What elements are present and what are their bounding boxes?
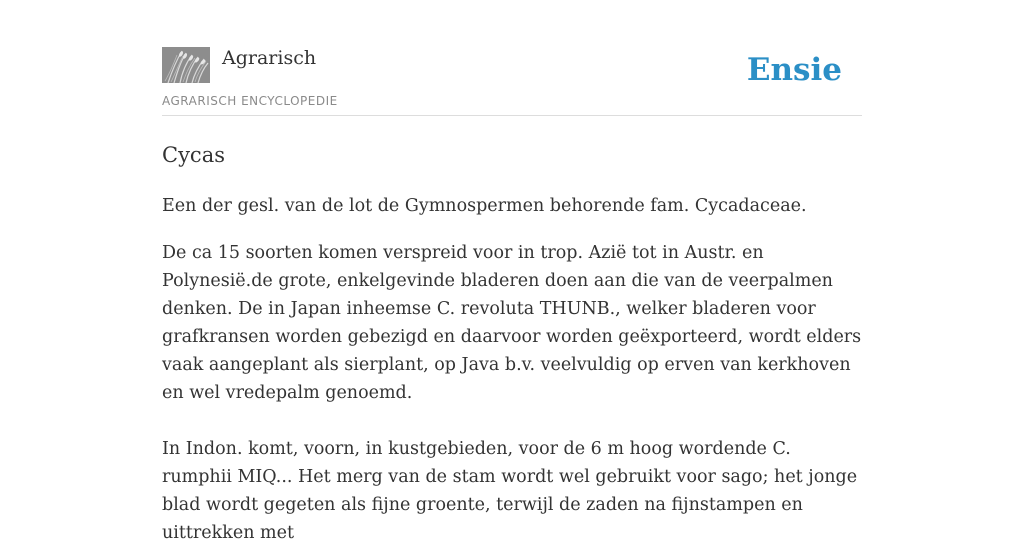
article-title: Cycas xyxy=(162,143,225,167)
site-subtitle: AGRARISCH ENCYCLOPEDIE xyxy=(162,94,338,108)
site-name[interactable]: Agrarisch xyxy=(222,47,317,69)
article-paragraph: In Indon. komt, voorn, in kustgebieden, voor de 6 m hoog wordende C. rumphii MIQ... Het merg van de stam wordt wel gebruikt voor sago; het jonge blad wordt gegeten als fijne groente, terwijl de zaden na fijnstampen en uittrekken met xyxy=(162,439,858,543)
wheat-image-icon[interactable] xyxy=(162,47,210,83)
site-header xyxy=(162,0,862,116)
article-paragraph: Een der gesl. van de lot de Gymnospermen behorende fam. Cycadaceae. xyxy=(162,196,807,216)
content-container xyxy=(162,0,862,543)
article-paragraph: De ca 15 soorten komen verspreid voor in trop. Azië tot in Austr. en Polynesië.de grote, enkelgevinde bladeren doen aan die van de veerpalmen denken. De in Japan inheemse C. revoluta THUNB., welker bladeren voor grafkransen worden gebezigd en daarvoor worden geëxporteerd, wordt elders vaak aangeplant als sierplant, op Java b.v. veelvuldig op erven van kerkhoven en wel vredepalm genoemd. xyxy=(162,243,862,403)
brand-logo-link[interactable]: Ensie xyxy=(746,52,842,88)
